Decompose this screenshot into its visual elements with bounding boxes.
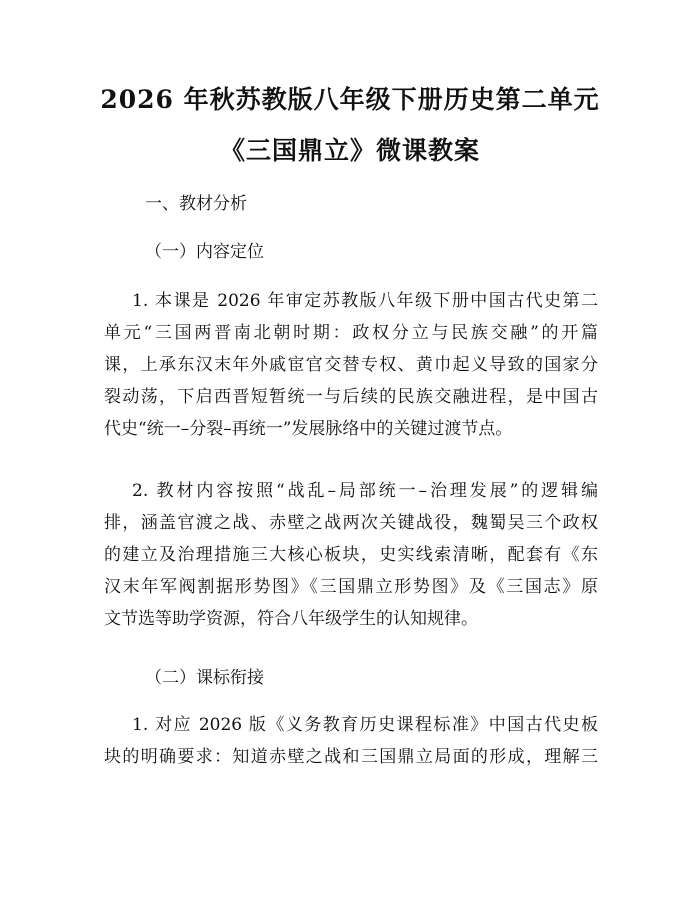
document-title-line-1: 2026 年秋苏教版八年级下册历史第二单元	[100, 85, 600, 114]
paragraph-2-line-5: 文节选等助学资源，符合八年级学生的认知规律。	[104, 609, 478, 629]
paragraph-1-line-5: 代史“统一–分裂–再统一”发展脉络中的关键过渡节点。	[104, 419, 513, 439]
paragraph-1-line-4: 裂动荡，下启西晋短暂统一与后续的民族交融进程，是中国古	[104, 387, 598, 407]
paragraph-2-line-2: 排，涵盖官渡之战、赤壁之战两次关键战役，魏蜀吴三个政权	[104, 513, 598, 533]
paragraph-1-line-2: 单元“三国两晋南北朝时期：政权分立与民族交融”的开篇	[104, 323, 598, 343]
paragraph-2-line-1: 2. 教材内容按照“战乱–局部统一–治理发展”的逻辑编	[132, 481, 598, 501]
subsection-heading-content-positioning: （一）内容定位	[145, 242, 264, 262]
section-heading-textbook-analysis: 一、教材分析	[145, 194, 247, 214]
paragraph-3-line-1: 1. 对应 2026 版《义务教育历史课程标准》中国古代史板	[132, 715, 598, 735]
paragraph-3-line-2: 块的明确要求：知道赤壁之战和三国鼎立局面的形成，理解三	[104, 747, 598, 767]
paragraph-1-line-1: 1. 本课是 2026 年审定苏教版八年级下册中国古代史第二	[132, 291, 598, 311]
subsection-heading-curriculum-alignment: （二）课标衔接	[145, 668, 264, 688]
paragraph-2-line-4: 汉末年军阀割据形势图》《三国鼎立形势图》及《三国志》原	[104, 577, 598, 597]
document-title-line-2: 《三国鼎立》微课教案	[219, 136, 480, 165]
paragraph-1-line-3: 课，上承东汉末年外戚宦官交替专权、黄巾起义导致的国家分	[104, 355, 598, 375]
paragraph-2-line-3: 的建立及治理措施三大核心板块，史实线索清晰，配套有《东	[104, 545, 598, 565]
